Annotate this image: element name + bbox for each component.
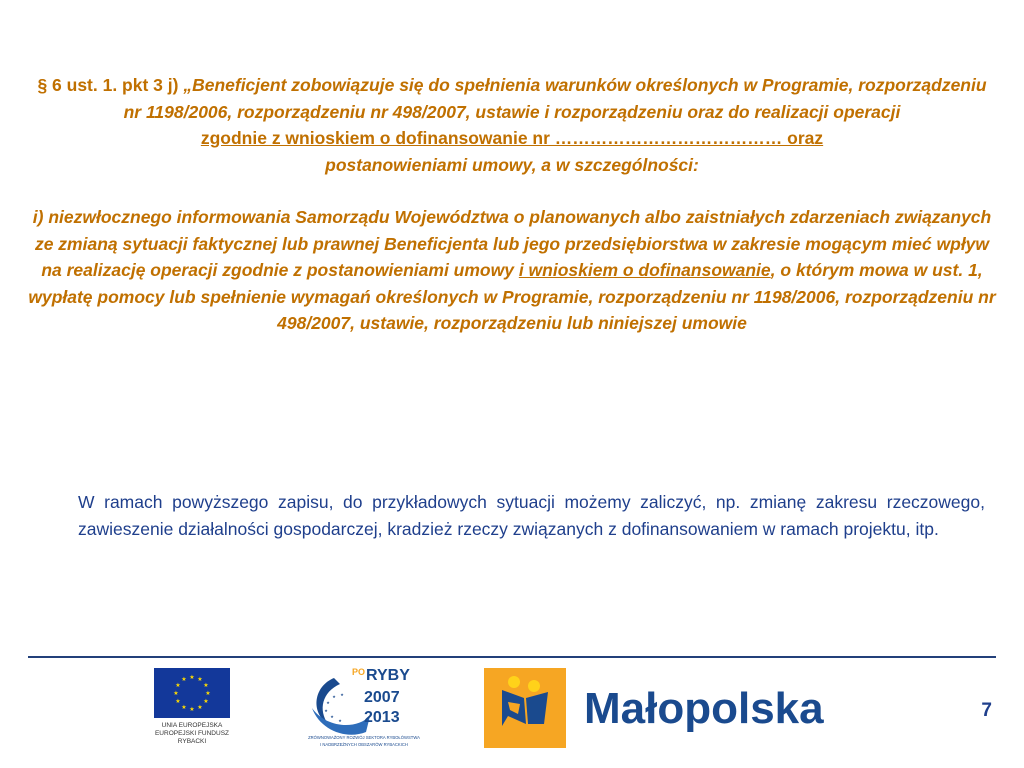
malopolska-wordmark: Małopolska [584,684,824,733]
svg-text:★: ★ [173,690,179,697]
svg-text:★: ★ [205,690,211,697]
eu-caption-line: EUROPEJSKI FUNDUSZ [154,730,230,737]
paragraph-italic-2: postanowieniami umowy, a w szczególności: [325,154,699,175]
paragraph-i-part1: i) niezwłocznego informowania Samorządu Województwa o planowanych albo zaistniałych zdarzeniach związanych ze zmianą sytuacji faktycznej lub prawnej Beneficjenta lub jego przedsiębiorstwa w zakresie mogącym mieć wpływ na realizację operacji zgodnie z postanowieniami umowy [32,207,992,280]
regulation-quote [28,72,996,337]
po-ryby-caption2: I NADBRZEŻNYCH OBSZARÓW RYBACKICH [320,742,408,747]
svg-text:★: ★ [338,718,342,723]
svg-text:★: ★ [332,694,336,699]
svg-text:★: ★ [330,714,334,719]
footer-divider [28,656,996,658]
paragraph-i [28,204,996,337]
po-ryby-year2: 2013 [364,709,400,726]
eu-caption-line: UNIA EUROPEJSKA [161,722,223,729]
po-ryby-ryby: RYBY [366,667,410,684]
paragraph-i-underlined: i wnioskiem o dofinansowanie [518,260,771,280]
svg-text:★: ★ [340,692,344,697]
eu-flag-icon [154,668,230,718]
malopolska-emblem [484,668,566,748]
svg-text:★: ★ [203,698,209,705]
paragraph-italic-1: „Beneficjent zobowiązuje się do spełnienia warunków określonych w Programie, rozporządzeniu nr 1198/2006, rozporządzeniu nr 498/2007, ustawie i rozporządzeniu oraz do realizacji operacji [123,75,987,122]
paragraph-i-part2: , o którym mowa w ust. 1, wypłatę pomocy lub spełnienie wymagań określonych w Programie, rozporządzeniu nr 1198/2006, rozporządzeniu nr 498/2007, ustawie, rozporządzeniu lub niniejszej umowie [28,260,996,333]
eu-caption-line: RYBACKI [177,738,207,745]
po-ryby-po: PO [352,667,366,677]
svg-text:★: ★ [181,676,187,683]
svg-text:★: ★ [324,708,328,713]
svg-text:★: ★ [203,682,209,689]
svg-text:★: ★ [197,704,203,711]
paragraph-underlined: zgodnie z wnioskiem o dofinansowanie nr ………………………………… oraz [200,128,824,148]
malopolska-logo [484,668,872,748]
eu-caption [150,722,234,746]
svg-text:★: ★ [189,706,195,713]
explanation-text: W ramach powyższego zapisu, do przykładowych sytuacji możemy zaliczyć, np. zmianę zakresu rzeczowego, zawieszenie działalności gospodarczej, kradzież rzeczy związanych z dofinansowaniem w ramach projektu, itp. [78,492,985,539]
svg-text:★: ★ [326,700,330,705]
svg-text:★: ★ [181,704,187,711]
po-ryby-caption1: ZRÓWNOWAŻONY ROZWÓJ SEKTORA RYBOŁÓWSTWA [308,735,420,740]
po-ryby-logo [306,664,422,750]
paragraph-prefix: § 6 ust. 1. pkt 3 j) [37,75,184,95]
page-number: 7 [981,700,992,721]
svg-text:★: ★ [189,674,195,681]
paragraph-6-1-3j [28,72,996,178]
svg-text:★: ★ [197,676,203,683]
eu-logo [150,668,234,746]
svg-text:★: ★ [175,682,181,689]
po-ryby-year1: 2007 [364,689,400,706]
svg-text:★: ★ [175,698,181,705]
